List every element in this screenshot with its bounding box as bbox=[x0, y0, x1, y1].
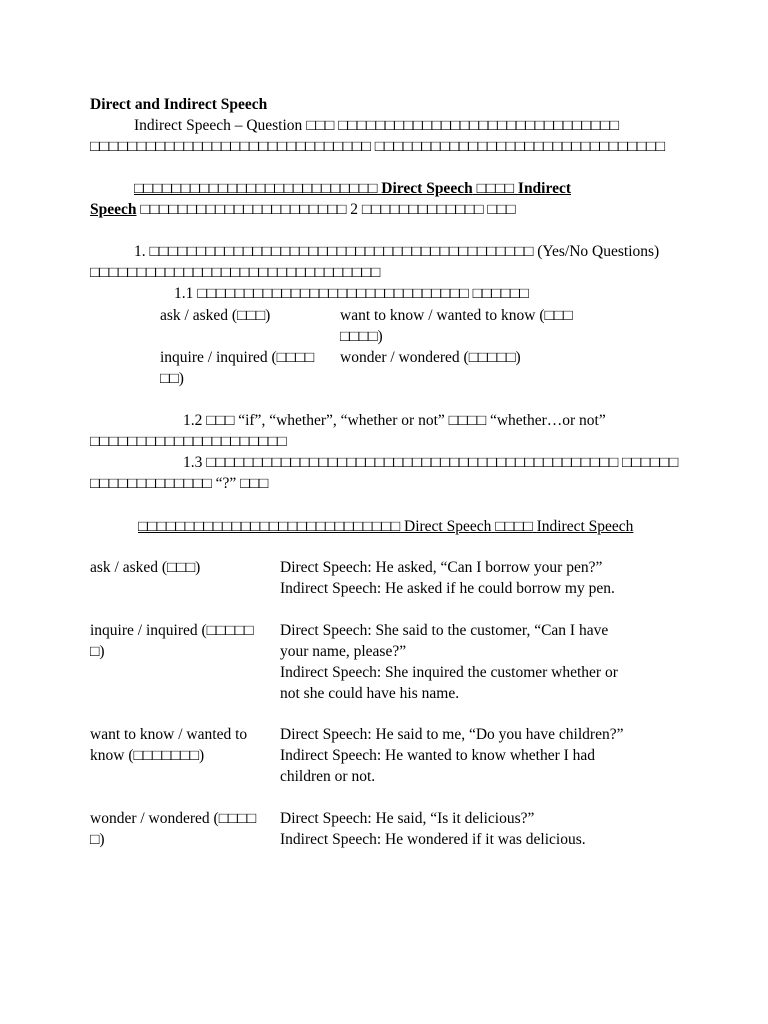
example-3-direct: Direct Speech: He said to me, “Do you have children?” bbox=[280, 726, 624, 743]
example-3-sentences bbox=[280, 724, 690, 787]
verb-inquire bbox=[160, 347, 314, 389]
example-2-direct-line-1: Direct Speech: She said to the customer, “Can I have bbox=[280, 622, 609, 639]
verb-inquire-line-2: □□) bbox=[160, 370, 184, 387]
section-heading-indirect-1: Indirect bbox=[517, 180, 572, 197]
example-1-verb-line: ask / asked (□□□) bbox=[90, 559, 201, 576]
intro-lead: Indirect Speech – Question bbox=[134, 117, 303, 134]
example-4-verb bbox=[90, 808, 278, 850]
intro-thai-1: □□□ □□□□□□□□□□□□□□□□□□□□□□□□□□□□□□ bbox=[306, 117, 620, 134]
example-4-sentences bbox=[280, 808, 680, 850]
example-1-direct: Direct Speech: He asked, “Can I borrow your pen?” bbox=[280, 559, 603, 576]
rule-1-1: 1.1 □□□□□□□□□□□□□□□□□□□□□□□□□□□□□ □□□□□□ bbox=[174, 285, 529, 302]
rule-1-3 bbox=[90, 452, 690, 494]
rule-1-line-1: 1. □□□□□□□□□□□□□□□□□□□□□□□□□□□□□□□□□□□□□□□□□ (Yes/No Questions) bbox=[134, 243, 660, 260]
examples-heading-thai-b: □□□□ bbox=[495, 518, 533, 535]
section-heading-direct: Direct Speech bbox=[381, 180, 473, 197]
examples-heading-direct: Direct Speech bbox=[404, 518, 492, 535]
example-1-indirect: Indirect Speech: He asked if he could borrow my pen. bbox=[280, 580, 615, 597]
intro-thai-2: □□□□□□□□□□□□□□□□□□□□□□□□□□□□□□ □□□□□□□□□□□□□□□□□□□□□□□□□□□□□□□ bbox=[90, 138, 665, 155]
section-heading bbox=[90, 178, 676, 220]
verb-want-to-know bbox=[340, 305, 573, 347]
section-heading-thai-a: □□□□□□□□□□□□□□□□□□□□□□□□□□ bbox=[134, 180, 378, 197]
rule-1 bbox=[90, 241, 690, 304]
example-3-verb-line-1: want to know / wanted to bbox=[90, 726, 248, 743]
section-heading-thai-b: □□□□ bbox=[476, 180, 515, 197]
rule-1-2-line-b: □□□□□□□□□□□□□□□□□□□□□ bbox=[90, 433, 287, 450]
example-2-verb bbox=[90, 620, 278, 662]
example-4-verb-line-2: □) bbox=[90, 831, 105, 848]
verb-wonder: wonder / wondered (□□□□□) bbox=[340, 349, 521, 366]
verb-ask: ask / asked (□□□) bbox=[160, 307, 271, 324]
intro-paragraph bbox=[90, 115, 676, 157]
examples-heading-thai: □□□□□□□□□□□□□□□□□□□□□□□□□□□□ bbox=[138, 518, 401, 535]
examples-heading bbox=[138, 516, 698, 537]
example-2-verb-line-2: □) bbox=[90, 643, 105, 660]
example-4-indirect: Indirect Speech: He wondered if it was delicious. bbox=[280, 831, 586, 848]
example-2-sentences bbox=[280, 620, 680, 704]
example-3-indirect-line-1: Indirect Speech: He wanted to know whether I had bbox=[280, 747, 596, 764]
section-heading-tail: □□□□□□□□□□□□□□□□□□□□□□ 2 □□□□□□□□□□□□□ □□□ bbox=[140, 201, 516, 218]
rule-1-2 bbox=[90, 410, 690, 452]
verb-want-to-know-line-2: □□□□) bbox=[340, 328, 383, 345]
rule-1-3-line-b: □□□□□□□□□□□□□ “?” □□□ bbox=[90, 475, 269, 492]
example-2-indirect-line-1: Indirect Speech: She inquired the customer whether or bbox=[280, 664, 618, 681]
verb-inquire-line-1: inquire / inquired (□□□□ bbox=[160, 349, 315, 366]
rule-1-2-line-a: 1.2 □□□ “if”, “whether”, “whether or not” □□□□ “whether…or not” bbox=[183, 412, 606, 429]
examples-heading-indirect: Indirect Speech bbox=[536, 518, 634, 535]
example-2-direct-line-2: your name, please?” bbox=[280, 643, 407, 660]
example-3-indirect-line-2: children or not. bbox=[280, 768, 376, 785]
example-3-verb bbox=[90, 724, 278, 766]
example-1-sentences bbox=[280, 557, 680, 599]
example-4-direct: Direct Speech: He said, “Is it delicious?” bbox=[280, 810, 535, 827]
example-4-verb-line-1: wonder / wondered (□□□□ bbox=[90, 810, 257, 827]
rule-1-3-line-a: 1.3 □□□□□□□□□□□□□□□□□□□□□□□□□□□□□□□□□□□□□□□□□□□□ □□□□□□ bbox=[183, 454, 679, 471]
example-2-indirect-line-2: not she could have his name. bbox=[280, 685, 460, 702]
example-3-verb-line-2: know (□□□□□□□) bbox=[90, 747, 205, 764]
rule-1-line-2: □□□□□□□□□□□□□□□□□□□□□□□□□□□□□□□ bbox=[90, 264, 381, 281]
example-2-verb-line-1: inquire / inquired (□□□□□ bbox=[90, 622, 254, 639]
section-heading-indirect-2: Speech bbox=[90, 201, 137, 218]
example-1-verb bbox=[90, 557, 278, 578]
verb-want-to-know-line-1: want to know / wanted to know (□□□ bbox=[340, 307, 573, 324]
document-title: Direct and Indirect Speech bbox=[90, 96, 268, 113]
